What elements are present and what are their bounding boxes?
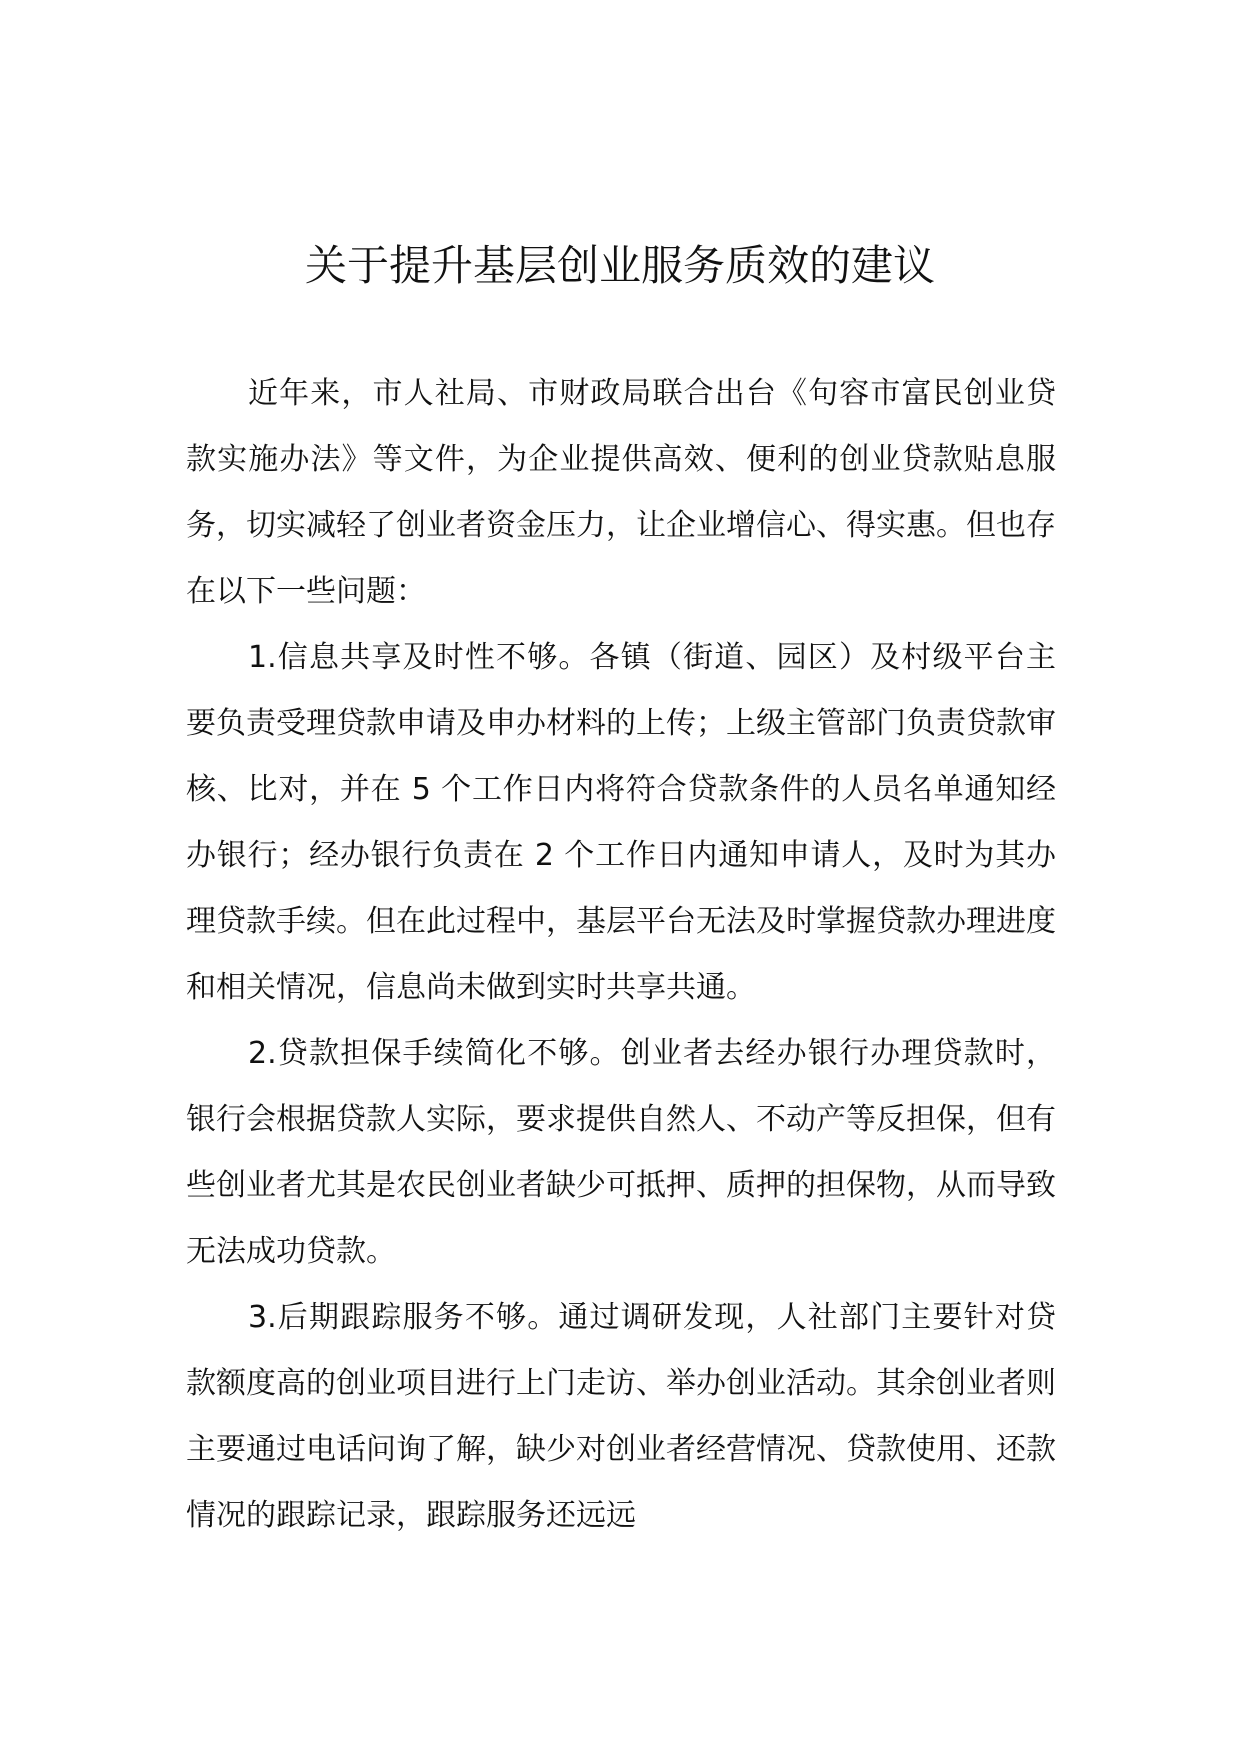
paragraph-intro: 近年来，市人社局、市财政局联合出台《句容市富民创业贷款实施办法》等文件，为企业提供高效、便利的创业贷款贴息服务，切实减轻了创业者资金压力，让企业增信心、得实惠。但也存在以下一些问题： <box>186 376 1056 609</box>
document-title: 关于提升基层创业服务质效的建议 <box>304 241 935 290</box>
paragraph-point-1: 1.信息共享及时性不够。各镇（街道、园区）及村级平台主要负责受理贷款申请及申办材料的上传；上级主管部门负责贷款审核、比对，并在 5 个工作日内将符合贷款条件的人员名单通知经办银行；经办银行负责在 2 个工作日内通知申请人，及时为其办理贷款手续。但在此过程中，基层平台无法及时掌握贷款办理进度和相关情况，信息尚未做到实时共享共通。 <box>186 640 1056 1005</box>
document-body <box>186 361 1056 1549</box>
paragraph-point-3: 3.后期跟踪服务不够。通过调研发现，人社部门主要针对贷款额度高的创业项目进行上门走访、举办创业活动。其余创业者则主要通过电话问询了解，缺少对创业者经营情况、贷款使用、还款情况的跟踪记录，跟踪服务还远远 <box>186 1300 1056 1533</box>
paragraph-point-2: 2.贷款担保手续简化不够。创业者去经办银行办理贷款时，银行会根据贷款人实际，要求提供自然人、不动产等反担保，但有些创业者尤其是农民创业者缺少可抵押、质押的担保物，从而导致无法成功贷款。 <box>186 1036 1056 1269</box>
